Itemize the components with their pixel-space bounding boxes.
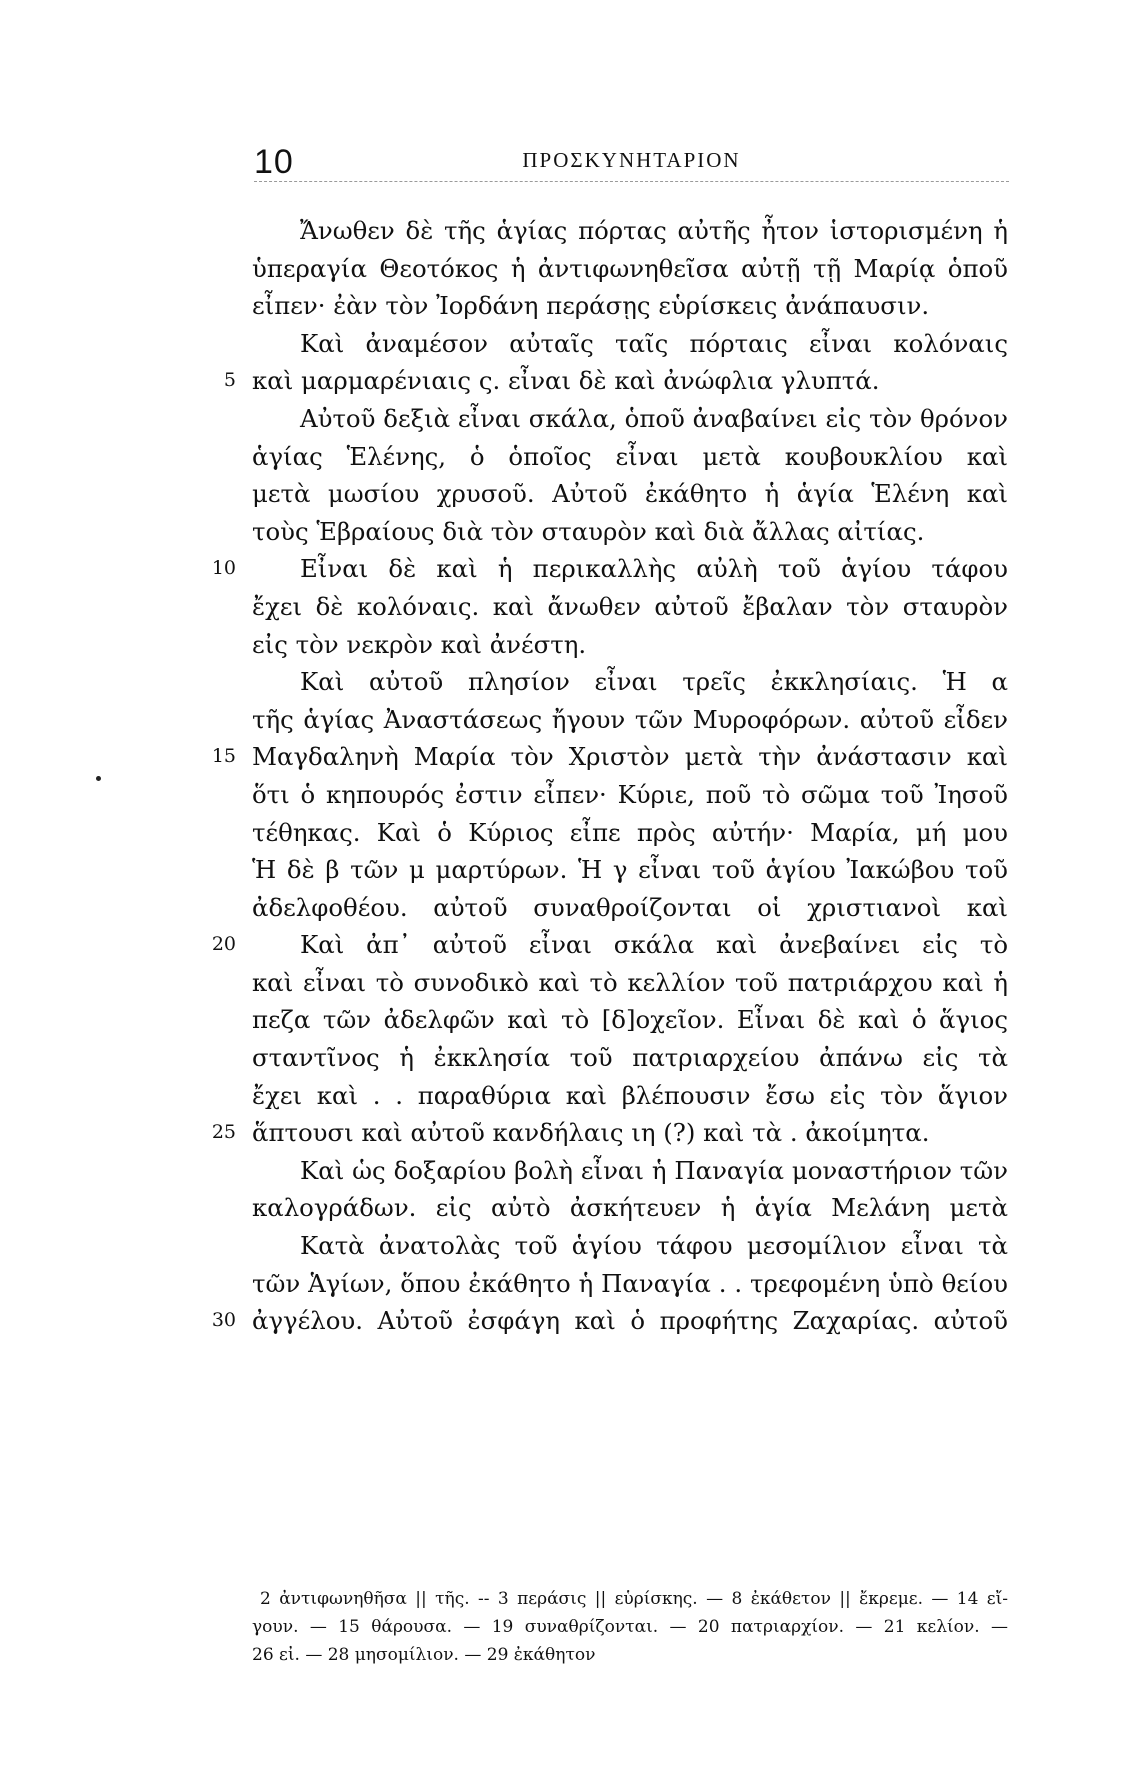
text-line xyxy=(252,626,1008,664)
margin-dot xyxy=(96,776,101,781)
text-line xyxy=(211,738,1008,776)
text-line xyxy=(252,1152,1008,1190)
line-text: Καὶ αὐτοῦ πλησίον εἶναι τρεῖς ἐκκλησίαις. Ἡ α xyxy=(300,667,1008,697)
line-number: 20 xyxy=(211,933,236,956)
line-text: καὶ εἶναι τὸ συνοδικὸ καὶ τὸ κελλίον τοῦ πατριάρχου καὶ ἡ xyxy=(252,967,1008,997)
text-line xyxy=(252,889,1008,927)
text-line xyxy=(252,851,1008,889)
text-line xyxy=(252,438,1008,476)
text-line xyxy=(252,964,1008,1002)
line-text: τῆς ἁγίας Ἀναστάσεως ἤγουν τῶν Μυροφόρων. αὐτοῦ εἶδεν xyxy=(252,704,1008,734)
line-text: Καὶ ἀπ᾽ αὐτοῦ εἶναι σκάλα καὶ ἀνεβαίνει εἰς τὸ xyxy=(300,930,1008,960)
line-text: Αὐτοῦ δεξιὰ εἶναι σκάλα, ὁποῦ ἀναβαίνει εἰς τὸν θρόνον xyxy=(300,403,1008,433)
text-line xyxy=(252,513,1008,551)
body-text xyxy=(211,212,1008,1340)
text-line xyxy=(252,814,1008,852)
line-number: 5 xyxy=(223,369,236,392)
line-text: τέθηκας. Καὶ ὁ Κύριος εἶπε πρὸς αὐτήν· Μαρία, μή μου xyxy=(252,817,1008,847)
text-line xyxy=(211,1302,1008,1340)
line-text: μετὰ μωσίου χρυσοῦ. Αὐτοῦ ἐκάθητο ἡ ἁγία Ἑλένη καὶ xyxy=(252,479,1008,509)
line-number: 25 xyxy=(211,1121,236,1144)
line-text: τῶν Ἁγίων, ὅπου ἐκάθητο ἡ Παναγία . . τρεφομένη ὑπὸ θείου xyxy=(252,1268,1008,1298)
text-line xyxy=(252,1265,1008,1303)
text-line xyxy=(252,325,1008,363)
line-text: Κατὰ ἀνατολὰς τοῦ ἁγίου τάφου μεσομίλιον εἶναι τὰ xyxy=(300,1231,1008,1261)
text-line xyxy=(252,400,1008,438)
text-line xyxy=(223,362,1008,400)
line-text: εἶπεν· ἐὰν τὸν Ἰορδάνη περάσῃς εὑρίσκεις ἀνάπαυσιν. xyxy=(252,291,930,321)
text-line xyxy=(252,701,1008,739)
running-head: ΠΡΟΣΚΥΝΗΤΑΡΙΟΝ xyxy=(522,148,741,172)
header-rule xyxy=(254,181,1009,182)
line-text: σταντῖνος ἡ ἐκκλησία τοῦ πατριαρχείου ἀπάνω εἰς τὰ xyxy=(252,1043,1008,1073)
line-text: ἀδελφοθέου. αὐτοῦ συναθροίζονται οἱ χριστιανοὶ καὶ xyxy=(252,892,1008,922)
text-line xyxy=(252,1227,1008,1265)
line-number: 30 xyxy=(211,1309,236,1332)
line-text: ἔχει καὶ . . παραθύρια καὶ βλέπουσιν ἔσω εἰς τὸν ἅγιον xyxy=(252,1080,1008,1110)
line-text: Καὶ ὡς δοξαρίου βολὴ εἶναι ἡ Παναγία μοναστήριον τῶν xyxy=(300,1155,1008,1185)
text-line xyxy=(211,926,1008,964)
text-line xyxy=(252,287,1008,325)
page-number: 10 xyxy=(254,143,294,181)
text-line xyxy=(211,1114,1008,1152)
text-line xyxy=(211,550,1008,588)
footnote-line: 26 εἰ. — 28 μησομίλιον. — 29 ἐκάθητον xyxy=(252,1645,596,1665)
line-text: ἁγίας Ἑλένης, ὁ ὁποῖος εἶναι μετὰ κουβουκλίου καὶ xyxy=(252,441,1008,471)
line-text: πεζα τῶν ἀδελφῶν καὶ τὸ [δ]οχεῖον. Εἶναι δὲ καὶ ὁ ἅγιος xyxy=(252,1005,1008,1035)
line-text: τοὺς Ἑβραίους διὰ τὸν σταυρὸν καὶ διὰ ἄλλας αἰτίας. xyxy=(252,516,925,546)
text-line xyxy=(252,1039,1008,1077)
line-text: ἅπτουσι καὶ αὐτοῦ κανδήλαις ιη (?) καὶ τὰ . ἀκοίμητα. xyxy=(252,1118,930,1148)
footnote-line: 2 ἀντιφωνηθῆσα || τῆς. -- 3 περάσις || εὑρίσκης. — 8 ἐκάθετον || ἔκρεμε. — 14 εἴ- xyxy=(260,1589,1008,1609)
line-text: Εἶναι δὲ καὶ ἡ περικαλλὴς αὐλὴ τοῦ ἁγίου τάφου xyxy=(300,554,1008,584)
line-number: 10 xyxy=(211,557,236,580)
text-line xyxy=(252,475,1008,513)
line-text: εἰς τὸν νεκρὸν καὶ ἀνέστη. xyxy=(252,629,587,659)
text-line xyxy=(252,776,1008,814)
line-text: Ἡ δὲ β τῶν μ μαρτύρων. Ἡ γ εἶναι τοῦ ἁγίου Ἰακώβου τοῦ xyxy=(252,855,1008,885)
line-text: ὅτι ὁ κηπουρός ἐστιν εἶπεν· Κύριε, ποῦ τὸ σῶμα τοῦ Ἰησοῦ xyxy=(252,779,1008,809)
line-text: Καὶ ἀναμέσον αὐταῖς ταῖς πόρταις εἶναι κολόναις xyxy=(300,328,1008,358)
text-line xyxy=(252,1189,1008,1227)
footnotes xyxy=(252,1585,1008,1669)
line-text: ἔχει δὲ κολόναις. καὶ ἄνωθεν αὐτοῦ ἔβαλαν τὸν σταυρὸν xyxy=(252,591,1008,621)
text-line xyxy=(252,250,1008,288)
line-text: καλογράδων. εἰς αὐτὸ ἀσκήτευεν ἡ ἁγία Μελάνη μετὰ xyxy=(252,1193,1008,1223)
text-line xyxy=(252,663,1008,701)
text-line xyxy=(252,212,1008,250)
line-text: Ἄνωθεν δὲ τῆς ἁγίας πόρτας αὐτῆς ἦτον ἱστορισμένη ἡ xyxy=(300,216,1008,245)
page-header xyxy=(254,142,1009,186)
line-text: καὶ μαρμαρένιαις ς. εἶναι δὲ καὶ ἀνώφλια γλυπτά. xyxy=(252,366,880,396)
text-line xyxy=(252,588,1008,626)
text-line xyxy=(252,1001,1008,1039)
line-text: Μαγδαληνὴ Μαρία τὸν Χριστὸν μετὰ τὴν ἀνάστασιν καὶ xyxy=(252,742,1008,772)
line-number: 15 xyxy=(211,745,236,768)
line-text: ὑπεραγία Θεοτόκος ἡ ἀντιφωνηθεῖσα αὐτῇ τῇ Μαρίᾳ ὁποῦ xyxy=(252,253,1008,283)
line-text: ἀγγέλου. Αὐτοῦ ἐσφάγη καὶ ὁ προφήτης Ζαχαρίας. αὐτοῦ xyxy=(252,1306,1008,1336)
footnote-line: γουν. — 15 θάρουσα. — 19 συναθρίζονται. — 20 πατριαρχίον. — 21 κελίον. — xyxy=(252,1617,1008,1637)
text-line xyxy=(252,1077,1008,1115)
